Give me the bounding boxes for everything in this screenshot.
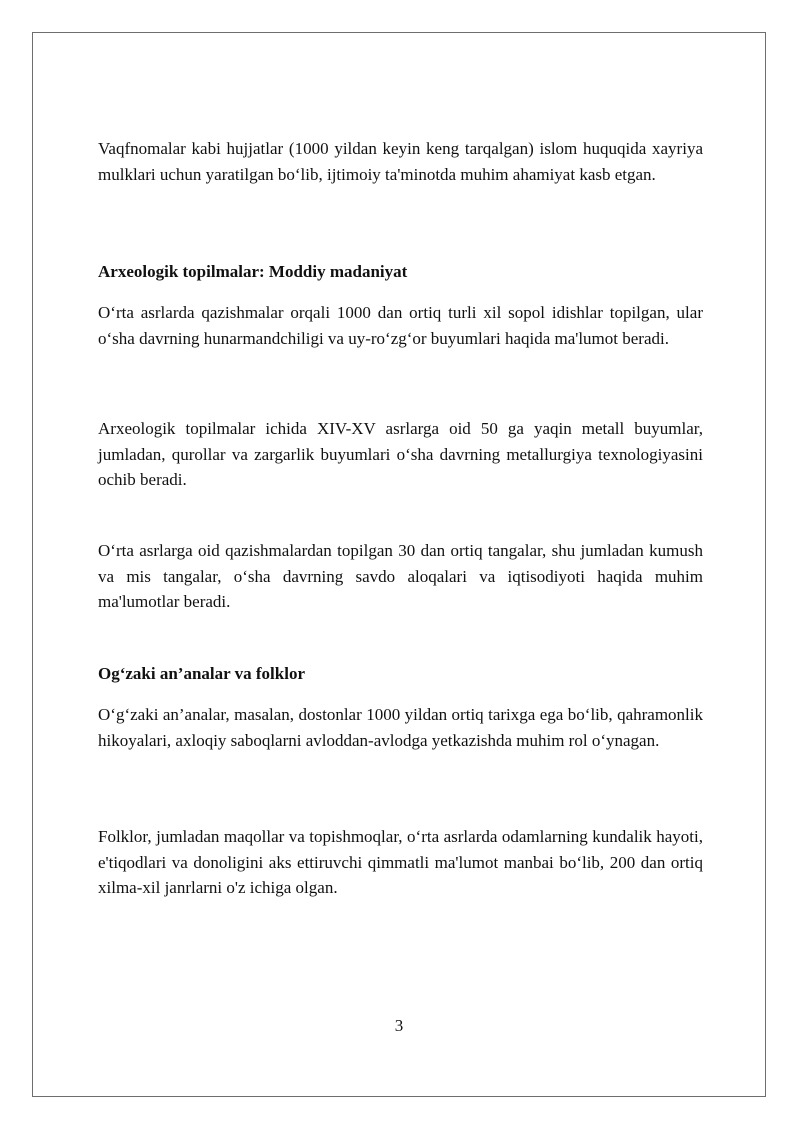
paragraph-epics: O‘g‘zaki an’analar, masalan, dostonlar 1000 yildan ortiq tarixga ega bo‘lib, qahramonlik hikoyalari, axloqiy saboqlarni avloddan-avlodga yetkazishda muhim rol o‘ynagan.: [98, 705, 703, 750]
paragraph-coins: O‘rta asrlarga oid qazishmalardan topilgan 30 dan ortiq tangalar, shu jumladan kumush va mis tangalar, o‘sha davrning savdo aloqalari va iqtisodiyoti haqida muhim ma'lumotlar beradi.: [98, 541, 703, 611]
heading-oral-traditions: Og‘zaki an’analar va folklor: [98, 664, 305, 683]
heading-archaeological-finds: Arxeologik topilmalar: Moddiy madaniyat: [98, 262, 408, 281]
paragraph-folklore: Folklor, jumladan maqollar va topishmoqlar, o‘rta asrlarda odamlarning kundalik hayoti, e'tiqodlari va donoligini aks ettiruvchi qimmatli ma'lumot manbai bo‘lib, 200 dan ortiq xilma-xil janrlarni o'z ichiga olgan.: [98, 827, 703, 897]
document-page: [32, 32, 766, 1097]
paragraph-vaqfnomalar: Vaqfnomalar kabi hujjatlar (1000 yildan keyin keng tarqalgan) islom huquqida xayriya mulklari uchun yaratilgan bo‘lib, ijtimoiy ta'minotda muhim ahamiyat kasb etgan.: [98, 139, 703, 184]
paragraph-pottery: O‘rta asrlarda qazishmalar orqali 1000 dan ortiq turli xil sopol idishlar topilgan, ular o‘sha davrning hunarmandchiligi va uy-ro‘zg‘or buyumlari haqida ma'lumot beradi.: [98, 303, 703, 348]
paragraph-metal-items: Arxeologik topilmalar ichida XIV-XV asrlarga oid 50 ga yaqin metall buyumlar, jumladan, qurollar va zargarlik buyumlari o‘sha davrning metallurgiya texnologiyasini ochib beradi.: [98, 419, 703, 489]
page-number: 3: [394, 1016, 404, 1035]
